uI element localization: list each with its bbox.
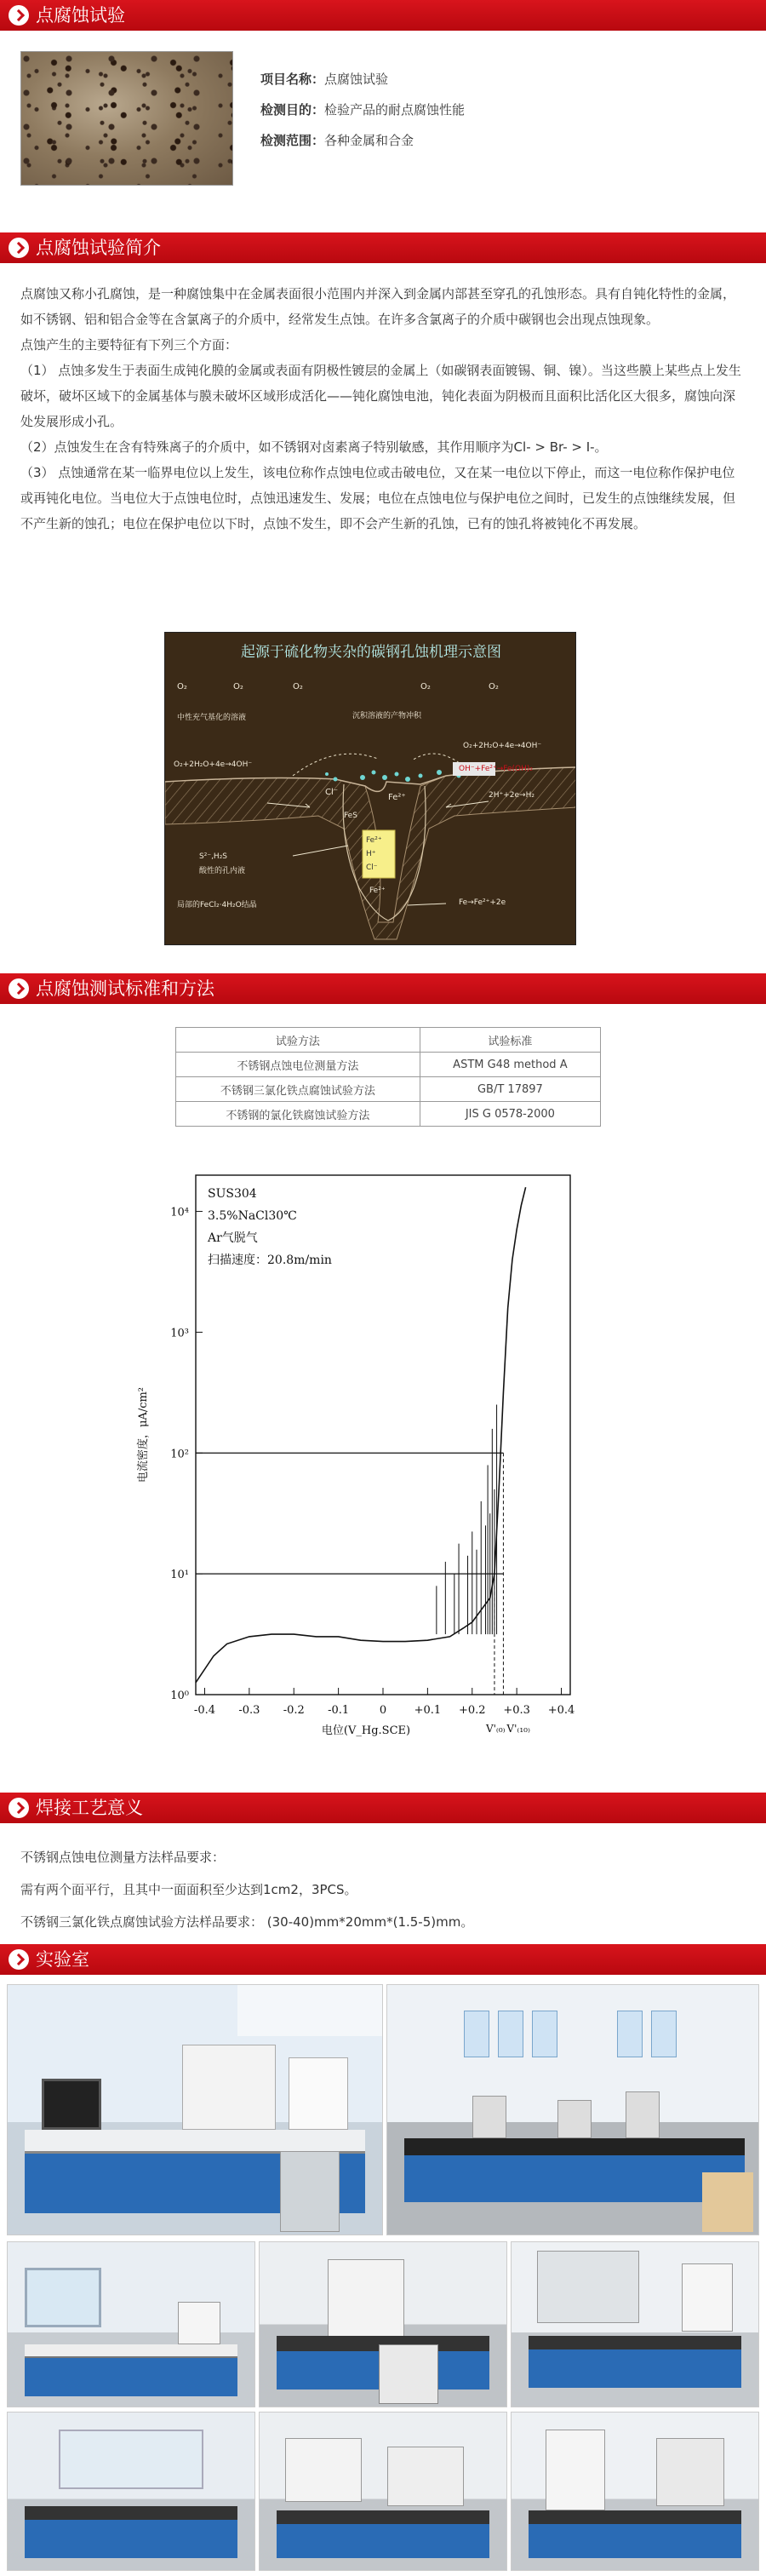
y-tick-label: 10⁰ — [170, 1690, 189, 1702]
section-header-weld — [0, 1793, 766, 1823]
v-marker-label: V'₍₁₀₎ — [506, 1723, 530, 1735]
lab-photo — [511, 2241, 759, 2407]
project-name-row — [260, 64, 465, 95]
polarization-chart — [128, 1167, 621, 1754]
section-title: 点腐蚀试验简介 — [36, 238, 161, 258]
table-header-cell: 试验标准 — [420, 1028, 600, 1053]
x-tick-label: +0.2 — [458, 1704, 486, 1717]
project-purpose-row — [260, 95, 465, 125]
table-cell: 不锈钢的氯化铁腐蚀试验方法 — [176, 1102, 420, 1127]
table-header-cell: 试验方法 — [176, 1028, 420, 1053]
intro-paragraph: 点腐蚀又称小孔腐蚀，是一种腐蚀集中在金属表面很小范围内并深入到金属内部甚至穿孔的孔蚀形态。具有自钝化特性的金属，如不锈钢、铝和铝合金等在含氯离子的介质中，经常发生点蚀。在许多含氯离子的介质中碳钢也会出现点蚀现象。 — [20, 286, 736, 327]
section-title: 点腐蚀试验 — [36, 5, 125, 26]
x-axis-label: 电位(V_Hg.SCE) — [321, 1724, 411, 1737]
y-tick-label: 10¹ — [170, 1569, 189, 1582]
table-row — [176, 1077, 601, 1102]
intro-paragraph: （2）点蚀发生在含有特殊离子的介质中，如不锈钢对卤素离子特别敏感，其作用顺序为Cl- > Br- > I-。 — [20, 439, 608, 455]
section-header-standards — [0, 973, 766, 1004]
y-tick-label: 10⁴ — [170, 1206, 189, 1219]
chart-annotation: 3.5%NaCl30℃ — [208, 1209, 297, 1223]
intro-text — [20, 281, 746, 536]
project-name-label: 项目名称： — [260, 72, 325, 87]
diagram-label-flow: 沉积溶液的产物冲积 — [352, 712, 422, 720]
standards-table — [175, 1027, 601, 1127]
diagram-label-acid: 酸性的孔内液 — [199, 867, 246, 875]
project-scope-value: 各种金属和合金 — [324, 133, 414, 148]
weld-text — [20, 1841, 746, 1938]
table-cell: 不锈钢点蚀电位测量方法 — [176, 1053, 420, 1077]
diagram-box-line: Cl⁻ — [366, 863, 378, 872]
v-marker-label: V'₍₀₎ — [485, 1723, 506, 1735]
diagram-label-anode: Fe→Fe²⁺+2e — [459, 898, 506, 907]
weld-paragraph: 需有两个面平行，且其中一面面积至少达到1cm2，3PCS。 — [20, 1882, 357, 1897]
diagram-label-inclusion: 局部的FeCl₂·4H₂O结晶 — [177, 901, 257, 909]
section-header-lab — [0, 1944, 766, 1975]
project-name-value: 点腐蚀试验 — [324, 72, 389, 87]
lab-photo — [7, 2412, 255, 2571]
diagram-yellow-box — [366, 834, 382, 875]
diagram-label-o2: O₂ — [420, 682, 431, 691]
lab-photo — [7, 1984, 383, 2235]
diagram-label-sh: S²⁻,H₂S — [199, 852, 228, 861]
x-tick-label: -0.2 — [283, 1704, 305, 1717]
section-header-pitting-test — [0, 0, 766, 31]
y-axis-label: 电流密度，μA/cm² — [137, 1386, 150, 1483]
diagram-label-cathode-left: O₂+2H₂O+4e→4OH⁻ — [174, 760, 253, 769]
chart-annotation: Ar气脱气 — [208, 1231, 258, 1245]
table-row — [176, 1053, 601, 1077]
diagram-label-fe-mid: Fe²⁺ — [369, 886, 386, 895]
diagram-label-rust: OH⁻+Fe²⁺→Fe(OH)₂ — [459, 765, 533, 773]
diagram-box-line: Fe²⁺ — [366, 836, 382, 845]
intro-paragraph: 点蚀产生的主要特征有下列三个方面： — [20, 337, 238, 353]
diagram-label-o2: O₂ — [233, 682, 243, 691]
chevron-right-icon — [9, 978, 29, 999]
lab-photo — [259, 2241, 507, 2407]
section-title: 焊接工艺意义 — [36, 1798, 143, 1818]
diagram-label-o2: O₂ — [177, 682, 187, 691]
section-title: 实验室 — [36, 1949, 89, 1970]
table-cell: ASTM G48 method A — [420, 1053, 600, 1077]
chart-annotation: SUS304 — [208, 1187, 257, 1201]
corroded-metal-image — [20, 51, 233, 186]
table-cell: GB/T 17897 — [420, 1077, 600, 1102]
diagram-label-solution: 中性充气基化的溶液 — [177, 714, 247, 722]
weld-paragraph: 不锈钢三氯化铁点腐蚀试验方法样品要求： (30-40)mm*20mm*(1.5-5)mm。 — [20, 1914, 474, 1930]
x-tick-label: +0.1 — [414, 1704, 442, 1717]
polarization-chart-svg — [128, 1167, 621, 1754]
intro-paragraph: （1） 点蚀多发生于表面生成钝化膜的金属或表面有阴极性镀层的金属上（如碳钢表面镀锡、铜、镍）。当这些膜上某些点上发生破坏，破坏区域下的金属基体与膜未破坏区域形成活化——钝化腐蚀电池，钝化表面为阴极而且面积比活化区大很多，腐蚀向深处发展形成小孔。 — [20, 363, 741, 429]
x-tick-label: -0.3 — [238, 1704, 260, 1717]
diagram-box-line: H⁺ — [366, 850, 376, 858]
table-header-row — [176, 1028, 601, 1053]
weld-paragraph: 不锈钢点蚀电位测量方法样品要求： — [20, 1850, 226, 1865]
project-info — [260, 64, 465, 156]
y-tick-label: 10² — [170, 1448, 189, 1461]
diagram-label-cl: Cl⁻ — [325, 788, 339, 797]
chevron-right-icon — [9, 238, 29, 258]
chart-annotation: 扫描速度：20.8m/min — [208, 1254, 332, 1267]
x-tick-label: +0.4 — [547, 1704, 575, 1717]
lab-photo — [511, 2412, 759, 2571]
diagram-label-fe2: Fe²⁺ — [388, 793, 406, 802]
diagram-title: 起源于硫化物夹杂的碳钢孔蚀机理示意图 — [241, 644, 501, 661]
chevron-right-icon — [9, 1798, 29, 1818]
chevron-right-icon — [9, 1949, 29, 1970]
chevron-right-icon — [9, 5, 29, 26]
diagram-label-cathode-right: O₂+2H₂O+4e→4OH⁻ — [463, 742, 542, 750]
diagram-label-h2: 2H⁺+2e→H₂ — [489, 791, 534, 800]
lab-photo — [386, 1984, 759, 2235]
diagram-label-o2: O₂ — [489, 682, 499, 691]
table-cell: 不锈钢三氯化铁点腐蚀试验方法 — [176, 1077, 420, 1102]
project-scope-row — [260, 125, 465, 156]
x-tick-label: 0 — [379, 1704, 387, 1717]
diagram-label-o2: O₂ — [293, 682, 303, 691]
project-scope-label: 检测范围： — [260, 133, 325, 148]
x-tick-label: +0.3 — [503, 1704, 530, 1717]
diagram-label-fes: FeS — [344, 812, 357, 820]
section-title: 点腐蚀测试标准和方法 — [36, 978, 214, 999]
table-row — [176, 1102, 601, 1127]
pitting-mechanism-diagram — [164, 632, 576, 945]
y-tick-label: 10³ — [170, 1327, 189, 1340]
lab-photo — [7, 2241, 255, 2407]
x-tick-label: -0.4 — [193, 1704, 216, 1717]
project-purpose-value: 检验产品的耐点腐蚀性能 — [324, 102, 466, 118]
section-header-intro — [0, 232, 766, 263]
project-purpose-label: 检测目的： — [260, 102, 325, 118]
intro-paragraph: （3） 点蚀通常在某一临界电位以上发生，该电位称作点蚀电位或击破电位，又在某一电位以下停止，而这一电位称作保护电位或再钝化电位。当电位大于点蚀电位时，点蚀迅速发生、发展；电位在点蚀电位与保护电位之间时，已发生的点蚀继续发展，但不产生新的蚀孔；电位在保护电位以下时，点蚀不发生，即不会产生新的孔蚀，已有的蚀孔将被钝化不再发展。 — [20, 465, 736, 531]
table-cell: JIS G 0578-2000 — [420, 1102, 600, 1127]
x-tick-label: -0.1 — [328, 1704, 350, 1717]
lab-photo — [259, 2412, 507, 2571]
